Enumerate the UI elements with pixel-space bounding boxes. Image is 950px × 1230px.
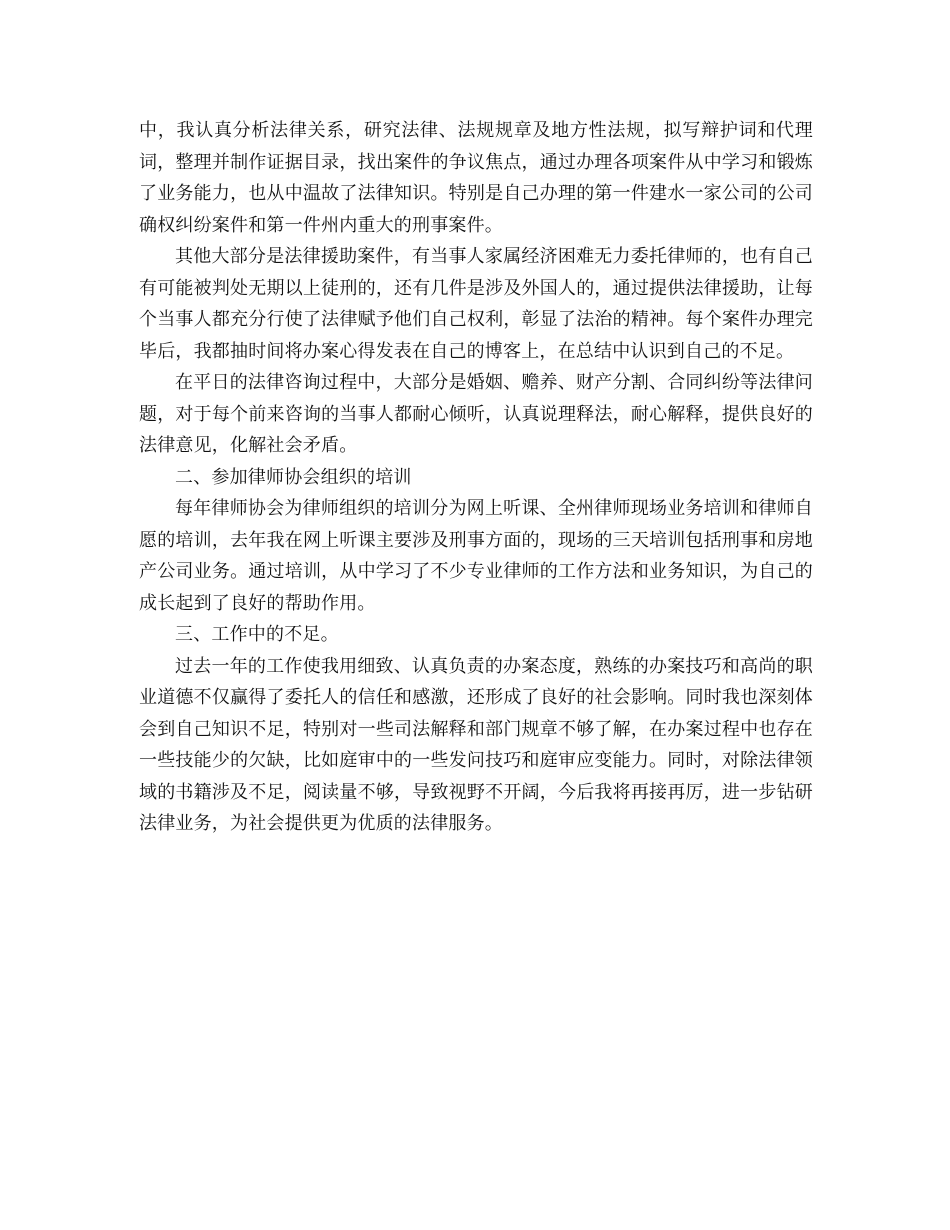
- section-heading-3: 三、工作中的不足。: [175, 624, 339, 645]
- paragraph-2: 其他大部分是法律援助案件，有当事人家属经济困难无力委托律师的，也有自己有可能被判处无期以上徒刑的，还有几件是涉及外国人的，通过提供法律援助，让每个当事人都充分行使了法律赋予他们自己权利，彰显了法治的精神。每个案件办理完毕后，我都抽时间将办案心得发表在自己的博客上，在总结中认识到自己的不足。: [139, 246, 813, 362]
- paragraph-1: 中，我认真分析法律关系，研究法律、法规规章及地方性法规，拟写辩护词和代理词，整理并制作证据目录，找出案件的争议焦点，通过办理各项案件从中学习和锻炼了业务能力，也从中温故了法律知识。特别是自己办理的第一件建水一家公司的公司确权纠纷案件和第一件州内重大的刑事案件。: [139, 120, 813, 236]
- document-body: [139, 115, 813, 840]
- paragraph-4: 每年律师协会为律师组织的培训分为网上听课、全州律师现场业务培训和律师自愿的培训，去年我在网上听课主要涉及刑事方面的，现场的三天培训包括刑事和房地产公司业务。通过培训，从中学习了不少专业律师的工作方法和业务知识，为自己的成长起到了良好的帮助作用。: [139, 498, 813, 614]
- paragraph-5: 过去一年的工作使我用细致、认真负责的办案态度，熟练的办案技巧和高尚的职业道德不仅赢得了委托人的信任和感激，还形成了良好的社会影响。同时我也深刻体会到自己知识不足，特别对一些司法解释和部门规章不够了解，在办案过程中也存在一些技能少的欠缺，比如庭审中的一些发问技巧和庭审应变能力。同时，对除法律领域的书籍涉及不足，阅读量不够，导致视野不开阔，今后我将再接再厉，进一步钻研法律业务，为社会提供更为优质的法律服务。: [139, 655, 813, 834]
- paragraph-3: 在平日的法律咨询过程中，大部分是婚姻、赡养、财产分割、合同纠纷等法律问题，对于每个前来咨询的当事人都耐心倾听，认真说理释法，耐心解释，提供良好的法律意见，化解社会矛盾。: [139, 372, 813, 456]
- section-heading-2: 二、参加律师协会组织的培训: [175, 466, 412, 488]
